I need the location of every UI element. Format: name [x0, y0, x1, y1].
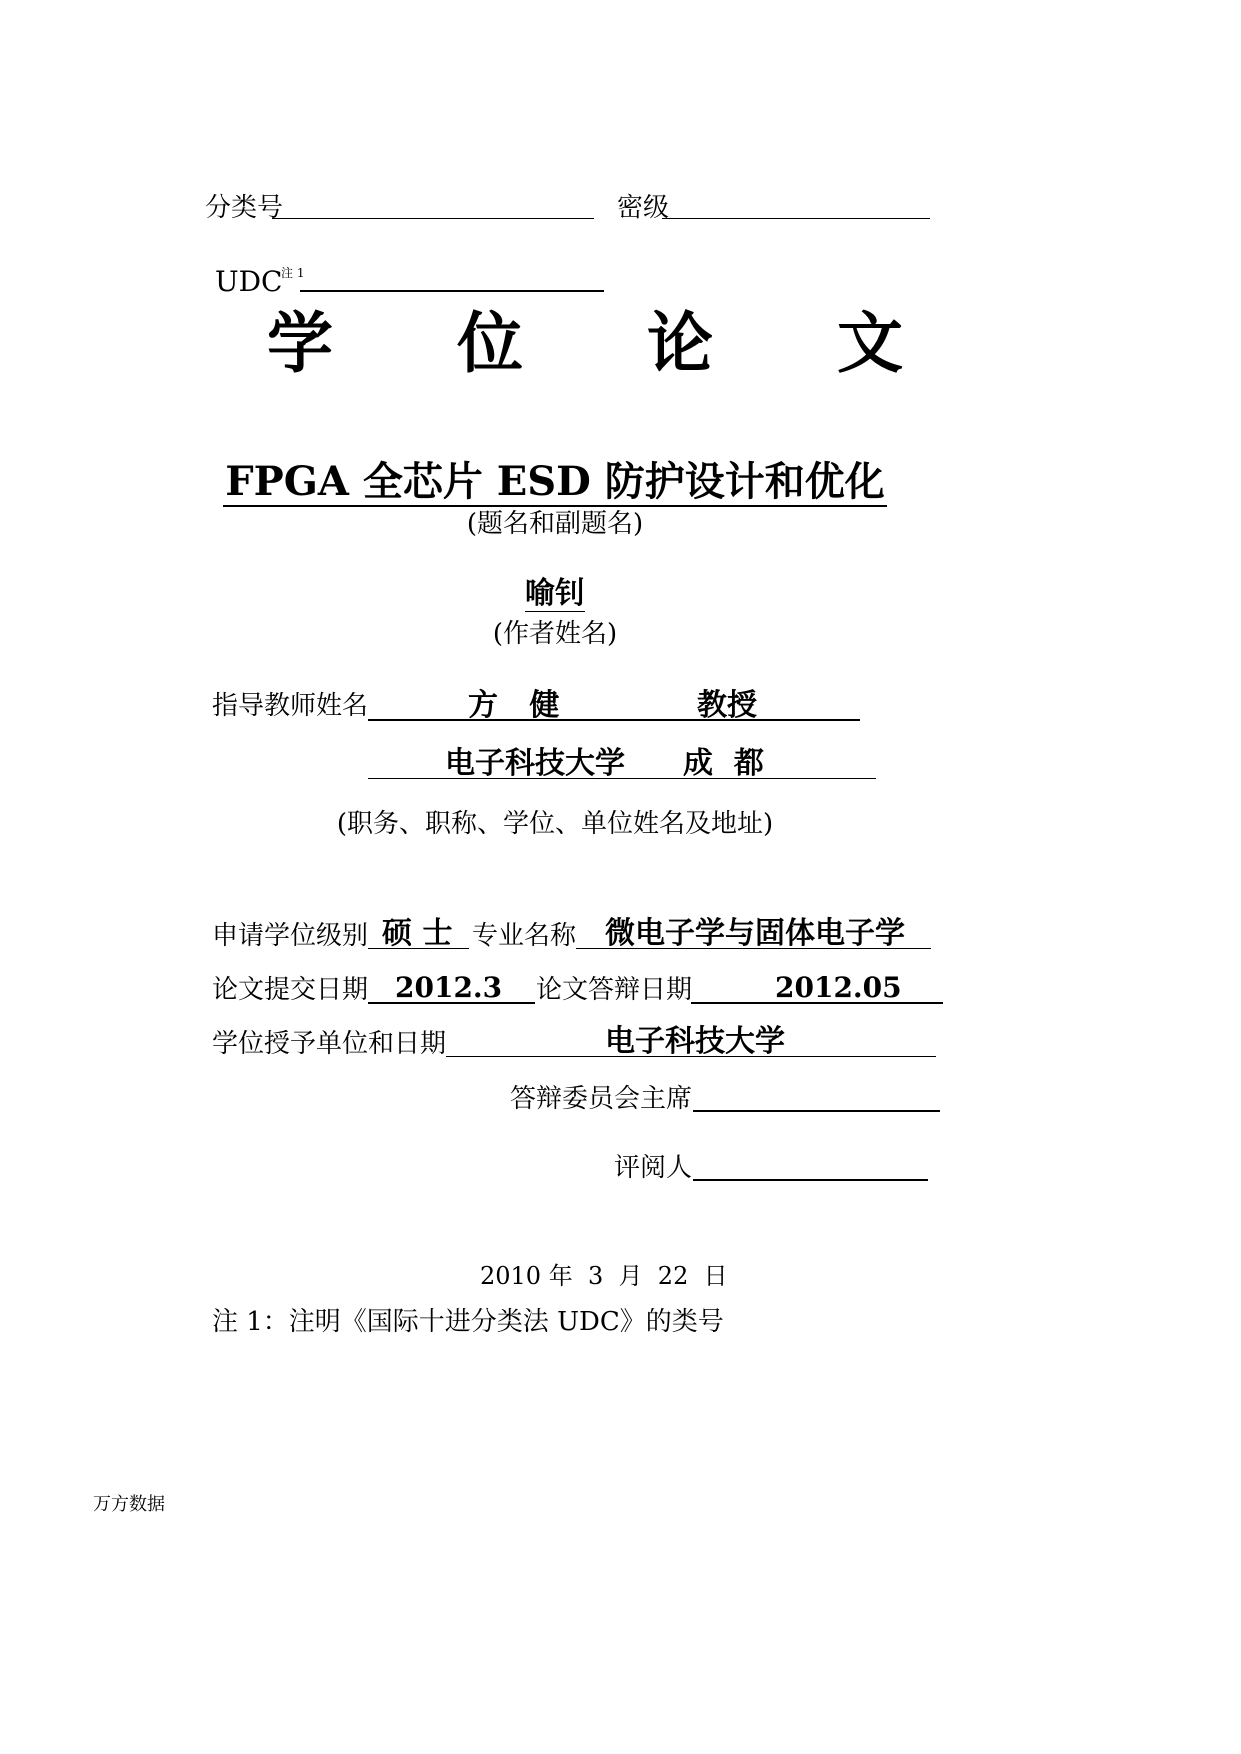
submit-date-label: 论文提交日期: [212, 975, 369, 1005]
thesis-title: FPGA 全芯片 ESD 防护设计和优化: [225, 458, 885, 505]
supervisor-affiliation: 电子科技大学: [445, 746, 625, 781]
heading-char-1: 学: [267, 305, 333, 382]
supervisor-city: 成 都: [683, 746, 764, 781]
supervisor-label: 指导教师姓名: [212, 691, 369, 721]
supervisor-hint: (职务、职称、学位、单位姓名及地址): [336, 809, 774, 839]
classification-blank: [272, 218, 594, 219]
major-label: 专业名称: [472, 921, 577, 951]
degree-level-label: 申请学位级别: [212, 921, 369, 951]
date-day-unit: 日: [703, 1262, 728, 1290]
udc-label: UDC: [215, 265, 283, 298]
heading-char-3: 论: [647, 305, 713, 382]
footnote: 注 1：注明《国际十进分类法 UDC》的类号: [212, 1307, 724, 1337]
supervisor-name: 方 健: [468, 688, 560, 723]
date-month-unit: 月: [618, 1262, 643, 1290]
date-year: 2010: [480, 1262, 542, 1290]
major-value: 微电子学与固体电子学: [605, 916, 905, 951]
committee-chair-blank: [693, 1110, 940, 1112]
author-hint: (作者姓名): [492, 619, 618, 649]
grantor-value: 电子科技大学: [605, 1024, 785, 1059]
committee-chair-label: 答辩委员会主席: [510, 1084, 693, 1114]
grantor-label: 学位授予单位和日期: [212, 1029, 447, 1059]
classification-label: 分类号: [205, 193, 284, 223]
udc-blank: [300, 290, 604, 292]
thesis-title-wrap: [0, 456, 1110, 508]
date-day: 22: [657, 1262, 689, 1290]
secrecy-blank: [662, 218, 930, 219]
heading-char-4: 文: [837, 305, 903, 382]
reviewer-blank: [693, 1179, 928, 1181]
degree-thesis-heading: [205, 304, 965, 384]
submit-date-value: 2012.3: [395, 971, 503, 1004]
defense-date-value: 2012.05: [775, 971, 902, 1004]
source-watermark: 万方数据: [93, 1494, 165, 1515]
heading-char-2: 位: [457, 305, 523, 382]
reviewer-label: 评阅人: [614, 1153, 693, 1183]
author-name: 喻钊: [525, 576, 585, 611]
date-month: 3: [587, 1262, 604, 1290]
degree-level-value: 硕 士: [382, 916, 453, 951]
udc-note-marker: 注 1: [281, 266, 305, 280]
defense-date-label: 论文答辩日期: [536, 975, 693, 1005]
supervisor-blank: [368, 719, 860, 721]
supervisor-title: 教授: [697, 688, 757, 723]
date-year-unit: 年: [548, 1262, 573, 1290]
date-line: [480, 1261, 728, 1291]
author-wrap: [0, 576, 1110, 612]
secrecy-label: 密级: [617, 193, 670, 223]
thesis-title-hint: (题名和副题名): [466, 509, 644, 539]
